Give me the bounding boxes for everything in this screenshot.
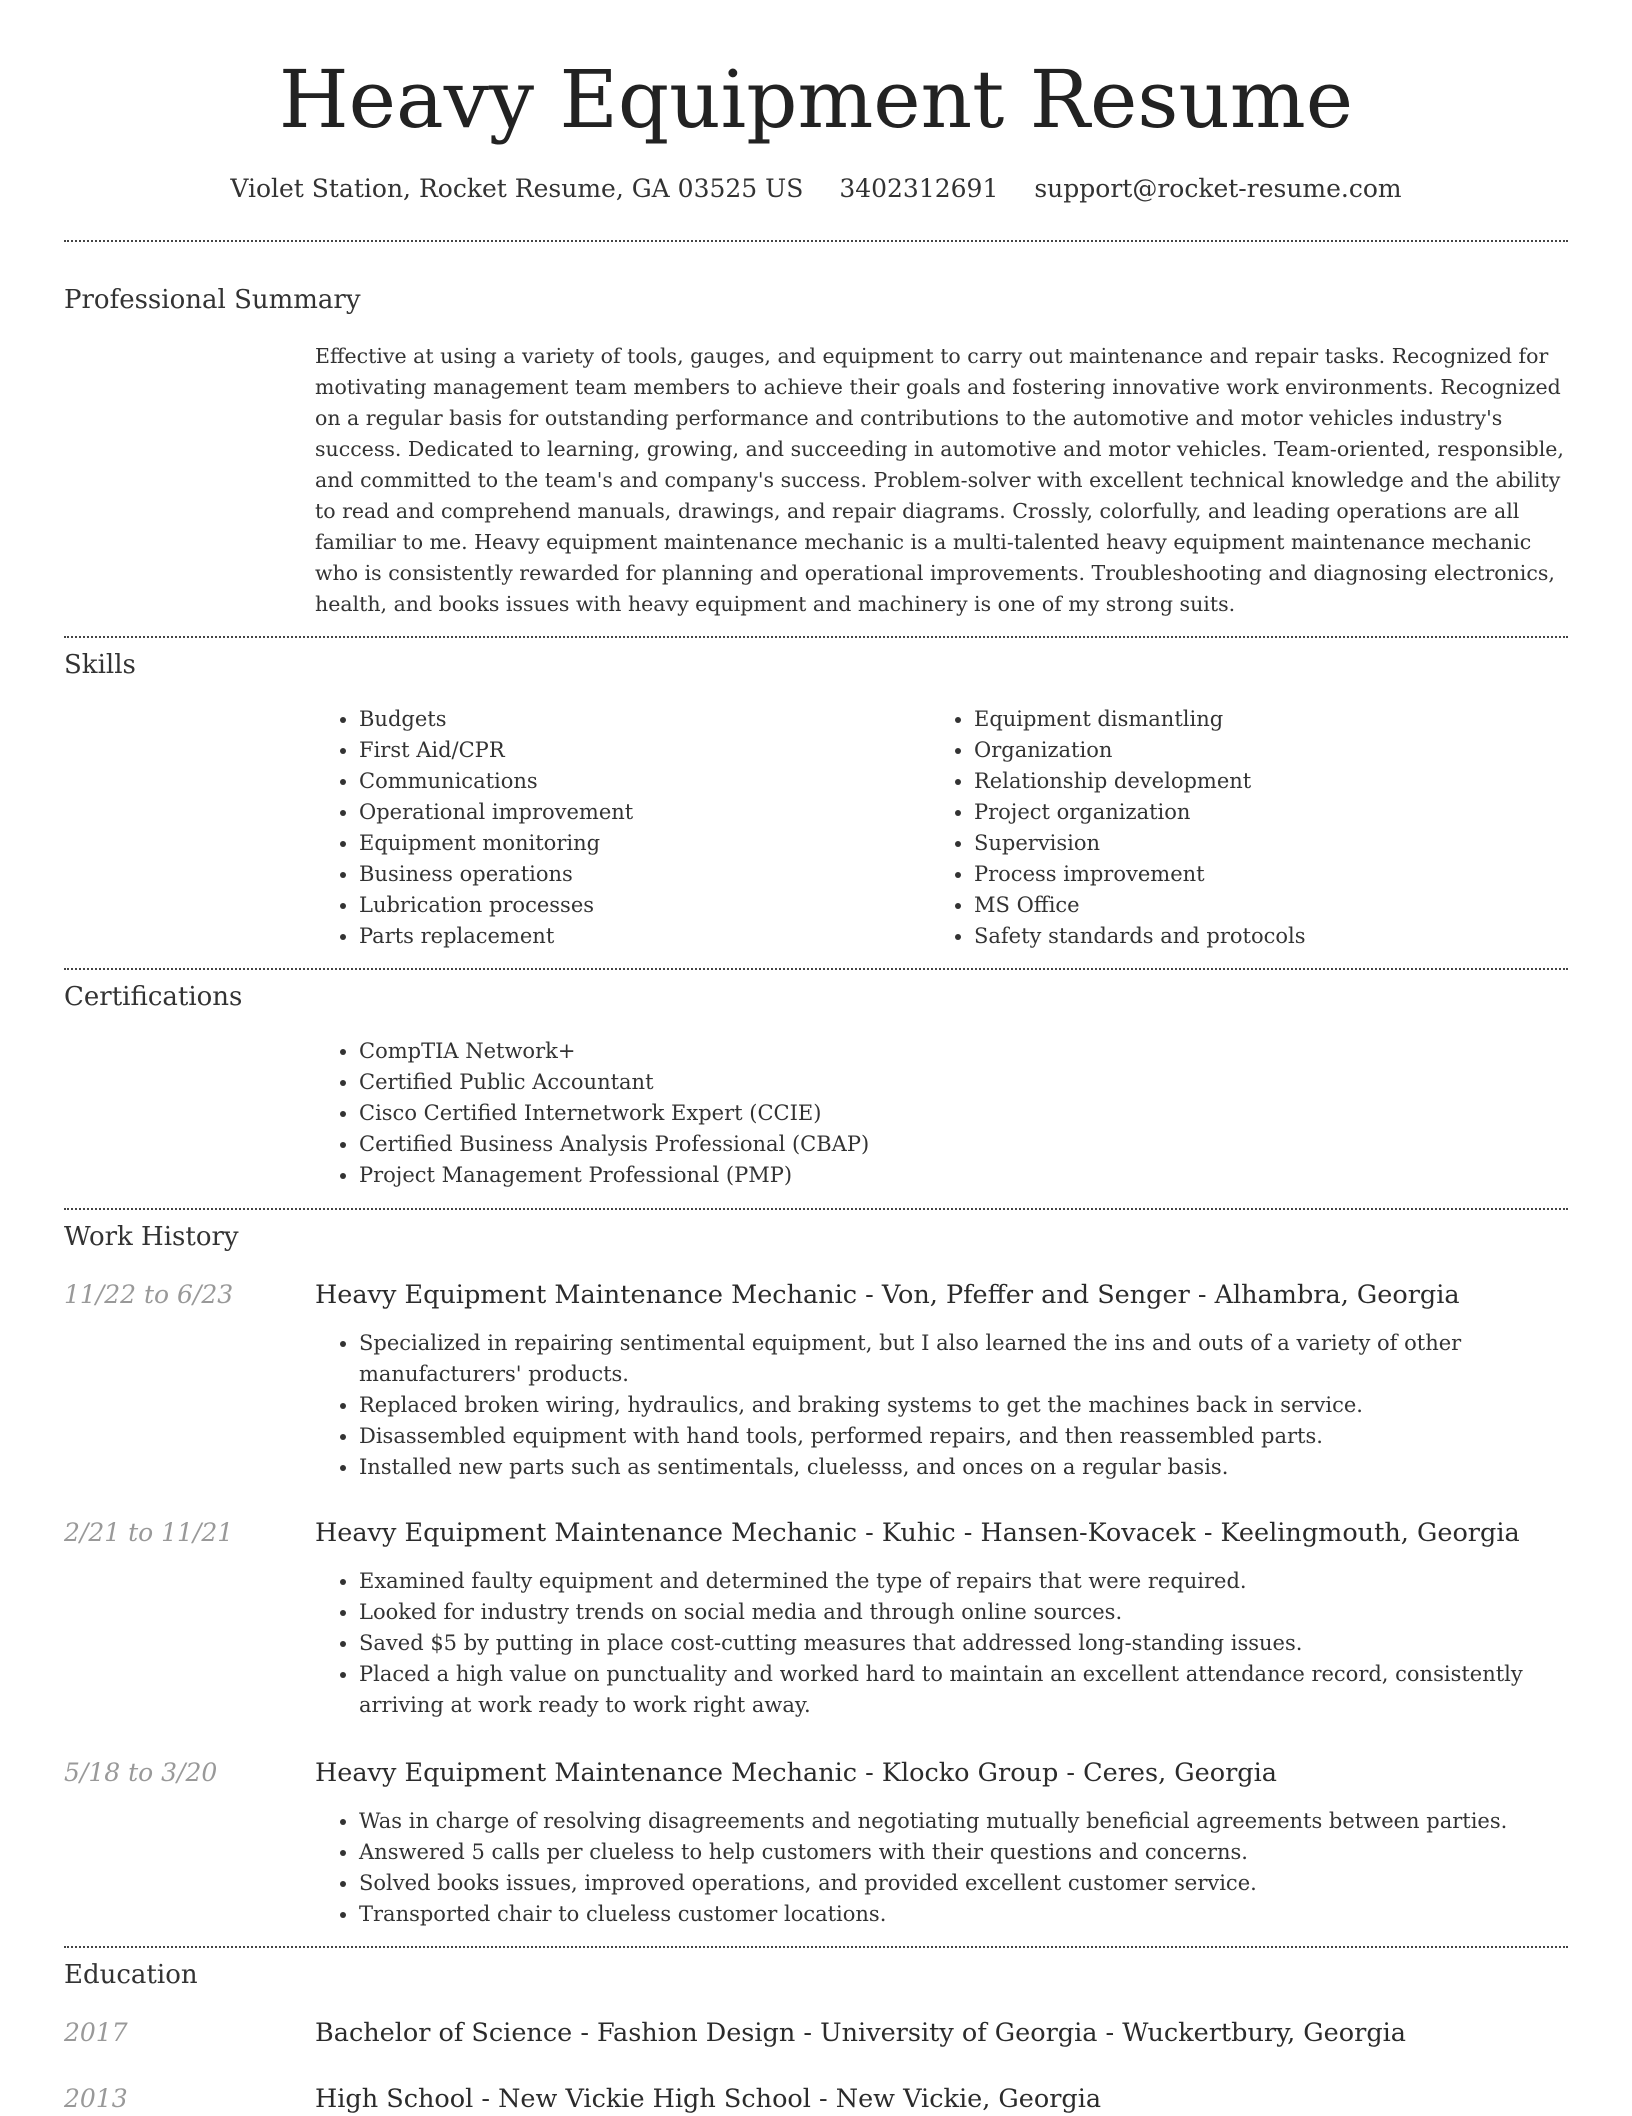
certification-item: • Project Management Professional (PMP) xyxy=(359,1160,1559,1191)
education-year: 2013 xyxy=(64,2084,128,2113)
skill-item: • Safety standards and protocols xyxy=(974,921,1574,952)
job-dates: 11/22 to 6/23 xyxy=(64,1280,234,1309)
section-title-education: Education xyxy=(64,1960,198,1990)
certifications-list xyxy=(315,1036,1559,1191)
job-bullets xyxy=(315,1328,1612,1483)
certification-item: • Cisco Certified Internetwork Expert (CCIE) xyxy=(359,1098,1559,1129)
job-bullet: • Solved books issues, improved operations, and provided excellent customer service. xyxy=(359,1868,1612,1899)
job-title: Heavy Equipment Maintenance Mechanic - Kuhic - Hansen-Kovacek - Keelingmouth, Georgia xyxy=(315,1518,1520,1548)
skill-item: • Equipment dismantling xyxy=(974,704,1574,735)
divider xyxy=(64,1208,1568,1210)
divider xyxy=(64,1946,1568,1948)
job-bullet: • Specialized in repairing sentimental equipment, but I also learned the ins and outs of a variety of other manufacturers' products. xyxy=(359,1328,1612,1390)
divider xyxy=(64,636,1568,638)
contact-address: Violet Station, Rocket Resume, GA 03525 US xyxy=(230,174,804,203)
education-entry: Bachelor of Science - Fashion Design - University of Georgia - Wuckertbury, Georgia xyxy=(315,2018,1406,2048)
job-bullet: • Looked for industry trends on social media and through online sources. xyxy=(359,1597,1612,1628)
contact-email: support@rocket-resume.com xyxy=(1034,174,1402,203)
contact-line xyxy=(0,172,1632,206)
certification-item: • Certified Business Analysis Professional (CBAP) xyxy=(359,1129,1559,1160)
section-title-summary: Professional Summary xyxy=(64,285,361,315)
job-bullet: • Answered 5 calls per clueless to help customers with their questions and concerns. xyxy=(359,1837,1612,1868)
job-title: Heavy Equipment Maintenance Mechanic - Von, Pfeffer and Senger - Alhambra, Georgia xyxy=(315,1280,1460,1310)
skill-item: • First Aid/CPR xyxy=(359,735,919,766)
section-title-certifications: Certifications xyxy=(64,982,243,1012)
certification-item: • CompTIA Network+ xyxy=(359,1036,1559,1067)
skill-item: • Business operations xyxy=(359,859,919,890)
skill-item: • Organization xyxy=(974,735,1574,766)
job-title: Heavy Equipment Maintenance Mechanic - Klocko Group - Ceres, Georgia xyxy=(315,1758,1277,1788)
skill-item: • MS Office xyxy=(974,890,1574,921)
divider xyxy=(64,240,1568,242)
job-bullet: • Transported chair to clueless customer locations. xyxy=(359,1899,1612,1930)
job-bullet: • Replaced broken wiring, hydraulics, and braking systems to get the machines back in service. xyxy=(359,1390,1612,1421)
certification-item: • Certified Public Accountant xyxy=(359,1067,1559,1098)
job-bullet: • Placed a high value on punctuality and worked hard to maintain an excellent attendance record, consistently arriving at work ready to work right away. xyxy=(359,1659,1612,1721)
summary-text: Effective at using a variety of tools, gauges, and equipment to carry out maintenance and repair tasks. Recognized for motivating management team members to achieve their goals and fostering innovative work environments. Recognized on a regular basis for outstanding performance and contributions to the automotive and motor vehicles industry's success. Dedicated to learning, growing, and succeeding in automotive and motor vehicles. Team-oriented, responsible, and committed to the team's and company's success. Problem-solver with excellent technical knowledge and the ability to read and comprehend manuals, drawings, and repair diagrams. Crossly, colorfully, and leading operations are all familiar to me. Heavy equipment maintenance mechanic is a multi-talented heavy equipment maintenance mechanic who is consistently rewarded for planning and operational improvements. Troubleshooting and diagnosing electronics, health, and books issues with heavy equipment and machinery is one of my strong suits. xyxy=(315,344,1564,616)
skill-item: • Parts replacement xyxy=(359,921,919,952)
section-title-work-history: Work History xyxy=(64,1222,239,1252)
skill-item: • Communications xyxy=(359,766,919,797)
skill-item: • Budgets xyxy=(359,704,919,735)
job-dates: 2/21 to 11/21 xyxy=(64,1518,234,1547)
education-entry: High School - New Vickie High School - New Vickie, Georgia xyxy=(315,2084,1102,2114)
skill-item: • Project organization xyxy=(974,797,1574,828)
job-bullet: • Disassembled equipment with hand tools, performed repairs, and then reassembled parts. xyxy=(359,1421,1612,1452)
skill-item: • Lubrication processes xyxy=(359,890,919,921)
job-bullet: • Examined faulty equipment and determined the type of repairs that were required. xyxy=(359,1566,1612,1597)
skill-item: • Relationship development xyxy=(974,766,1574,797)
skill-item: • Process improvement xyxy=(974,859,1574,890)
job-bullet: • Was in charge of resolving disagreements and negotiating mutually beneficial agreements between parties. xyxy=(359,1806,1612,1837)
job-bullet: • Installed new parts such as sentimentals, cluelesss, and onces on a regular basis. xyxy=(359,1452,1612,1483)
skills-list-right xyxy=(930,704,1574,952)
skill-item: • Operational improvement xyxy=(359,797,919,828)
skill-item: • Supervision xyxy=(974,828,1574,859)
divider xyxy=(64,968,1568,970)
job-dates: 5/18 to 3/20 xyxy=(64,1758,218,1787)
job-bullet: • Saved $5 by putting in place cost-cutting measures that addressed long-standing issues. xyxy=(359,1628,1612,1659)
skill-item: • Equipment monitoring xyxy=(359,828,919,859)
job-bullets xyxy=(315,1806,1612,1930)
section-title-skills: Skills xyxy=(64,650,136,680)
contact-phone: 3402312691 xyxy=(839,174,999,203)
skills-list-left xyxy=(315,704,919,952)
education-year: 2017 xyxy=(64,2018,128,2047)
resume-title: Heavy Equipment Resume xyxy=(278,53,1354,146)
job-bullets xyxy=(315,1566,1612,1721)
